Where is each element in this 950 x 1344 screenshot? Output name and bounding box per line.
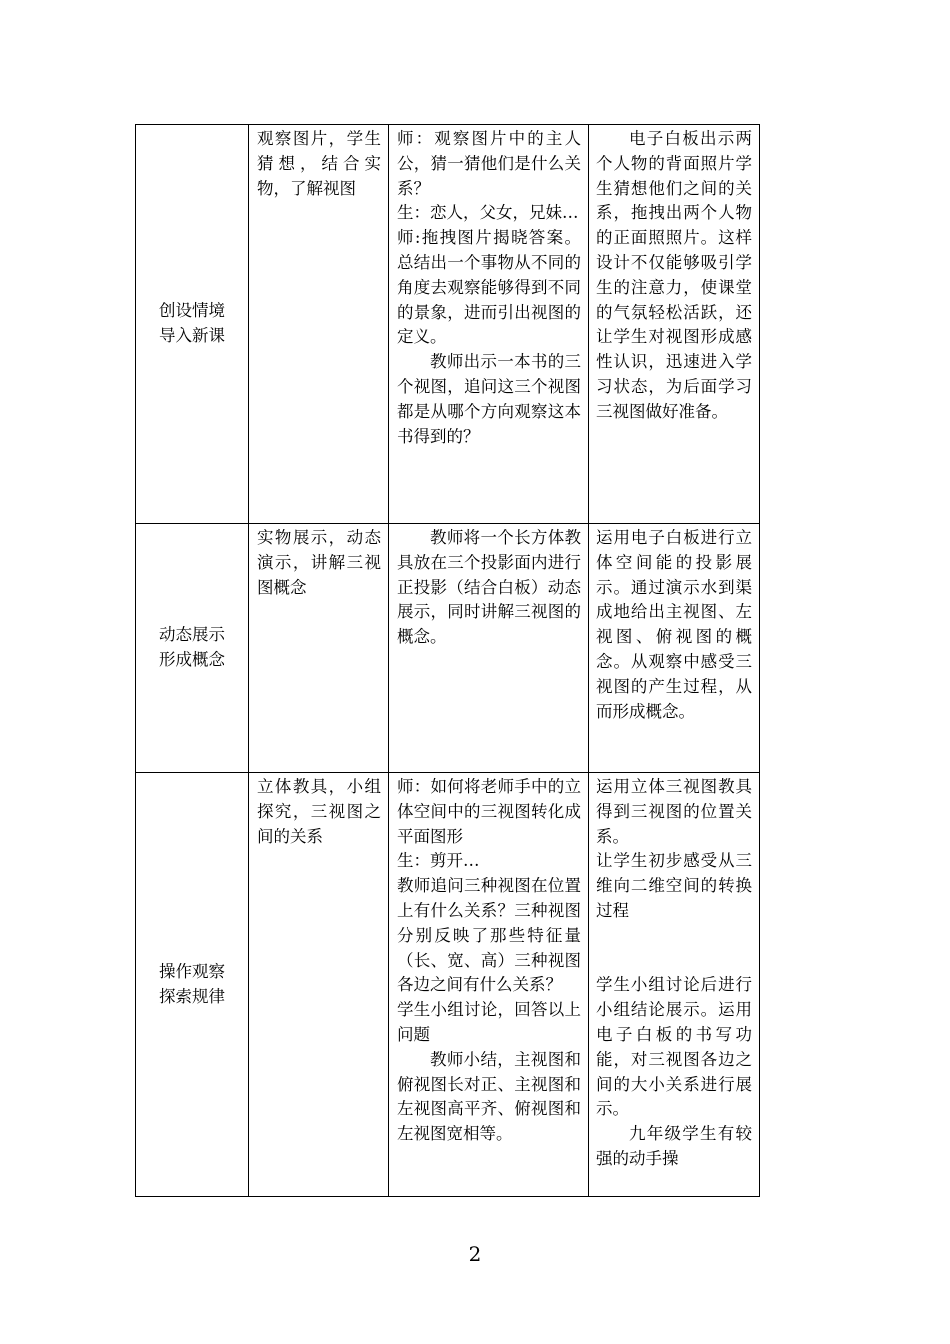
table-row <box>136 773 760 1197</box>
intent-paragraph: 九年级学生有较强的动手操 <box>596 1124 752 1168</box>
intent-cell <box>589 773 760 1197</box>
intent-paragraph: 学生小组讨论后进行小组结论展示。运用电子白板的书写功能，对三视图各边之间的大小关系进行展示。 <box>596 975 752 1119</box>
stage-label-line: 探索规律 <box>159 986 225 1006</box>
stage-label-line: 动态展示 <box>159 625 225 645</box>
process-paragraph: 师:拖拽图片揭晓答案。总结出一个事物从不同的角度去观察能够得到不同的景象，进而引出视图的定义。 <box>397 228 581 347</box>
table-row <box>136 125 760 524</box>
table-row <box>136 524 760 773</box>
intent-paragraph: 运用立体三视图教具得到三视图的位置关系。 <box>596 777 752 846</box>
stage-cell <box>136 524 249 773</box>
process-paragraph: 教师将一个长方体教具放在三个投影面内进行正投影（结合白板）动态展示，同时讲解三视图的概念。 <box>397 528 581 647</box>
process-cell <box>389 773 589 1197</box>
intent-paragraph: 让学生初步感受从三维向二维空间的转换过程 <box>596 851 752 920</box>
process-cell <box>389 125 589 524</box>
table-body <box>136 125 760 1197</box>
stage-label-line: 导入新课 <box>159 326 225 345</box>
process-paragraph: 教师追问三种视图在位置上有什么关系？三种视图分别反映了那些特征量（长、宽、高）三种视图各边之间有什么关系？ <box>397 876 581 995</box>
stage-label-line: 操作观察 <box>159 961 225 981</box>
intent-paragraph: 运用电子白板进行立体空间能的投影展示。通过演示水到渠成地给出主视图、左视图、俯视图的概念。从观察中感受三视图的产生过程，从而形成概念。 <box>596 528 752 721</box>
page-number: 2 <box>468 1242 482 1266</box>
lesson-plan-table <box>135 124 760 1197</box>
process-paragraph: 教师出示一本书的三个视图，追问这三个视图都是从哪个方向观察这本书得到的？ <box>397 352 581 446</box>
process-paragraph: 教师小结，主视图和俯视图长对正、主视图和左视图高平齐、俯视图和左视图宽相等。 <box>397 1049 581 1144</box>
stage-cell <box>136 773 249 1197</box>
activity-text: 观察图片，学生猜想，结合实物，了解视图 <box>257 129 381 198</box>
process-paragraph: 学生小组讨论，回答以上问题 <box>397 1000 581 1044</box>
stage-cell <box>136 125 249 524</box>
process-cell <box>389 524 589 773</box>
activity-cell <box>249 125 389 524</box>
stage-label-line: 形成概念 <box>159 650 225 669</box>
intent-paragraph: 电子白板出示两个人物的背面照片学生猜想他们之间的关系，拖拽出两个人物的正面照照片。这样设计不仅能够吸引学生的注意力，使课堂的气氛轻松活跃，还让学生对视图形成感性认识，迅速进入学习状态，为后面学习三视图做好准备。 <box>596 129 752 421</box>
process-paragraph: 师：观察图片中的主人公，猜一猜他们是什么关系？ <box>397 129 581 198</box>
process-paragraph: 师：如何将老师手中的立体空间中的三视图转化成平面图形 <box>397 777 581 846</box>
activity-text: 实物展示，动态演示，讲解三视图概念 <box>257 528 381 597</box>
intent-cell <box>589 524 760 773</box>
activity-text: 立体教具，小组探究，三视图之间的关系 <box>257 777 381 846</box>
stage-label-line: 创设情境 <box>159 301 225 321</box>
intent-paragraph <box>596 949 752 974</box>
process-paragraph: 生：恋人，父女，兄妹… <box>397 203 579 223</box>
intent-cell <box>589 125 760 524</box>
activity-cell <box>249 524 389 773</box>
activity-cell <box>249 773 389 1197</box>
intent-paragraph <box>596 924 752 949</box>
process-paragraph: 生：剪开… <box>397 851 480 871</box>
